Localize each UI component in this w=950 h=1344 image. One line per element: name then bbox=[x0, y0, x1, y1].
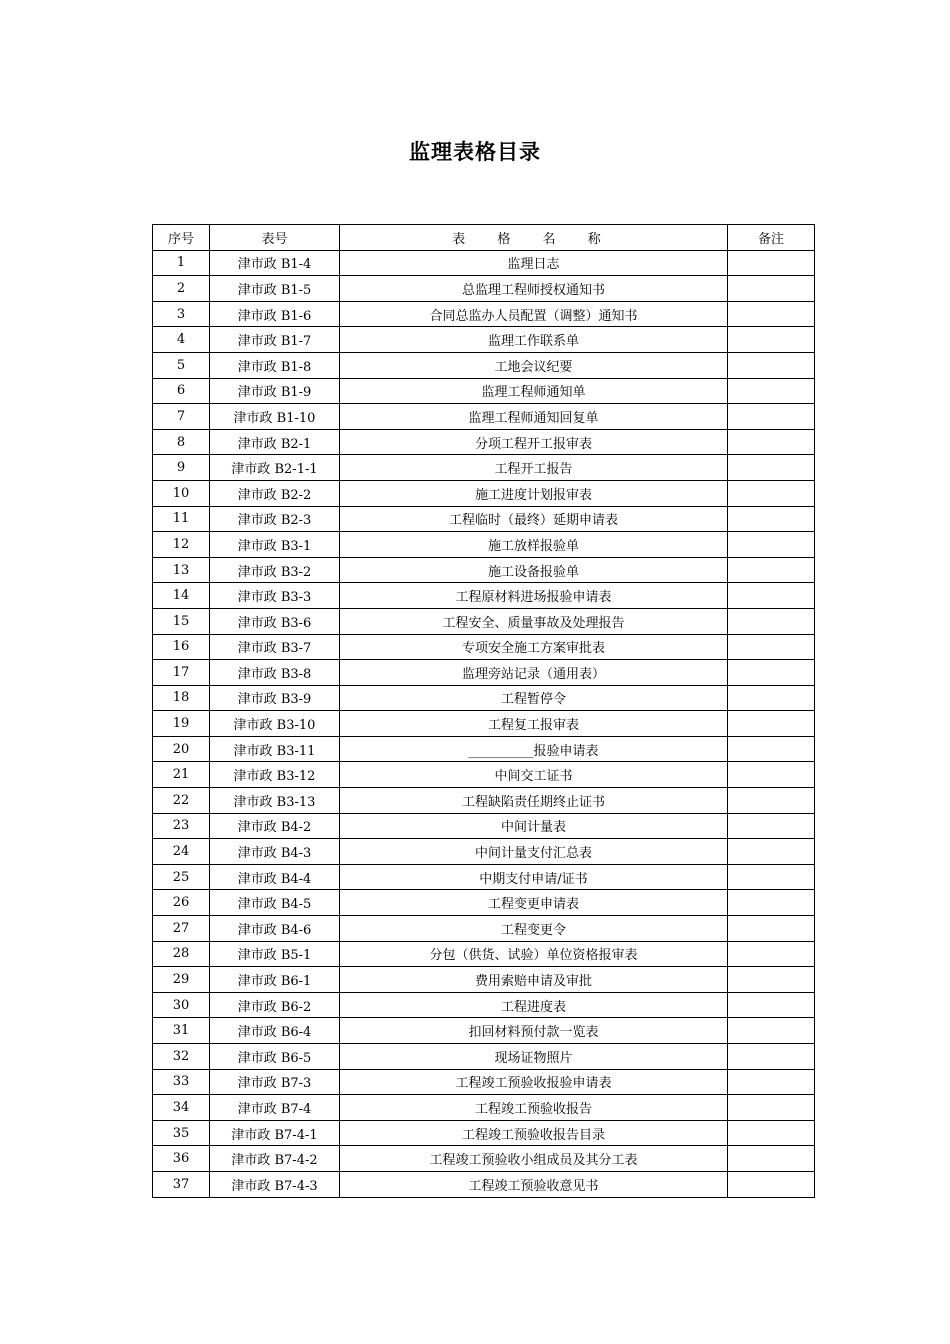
form-name: __________报验申请表 bbox=[340, 736, 728, 762]
form-name: 分项工程开工报审表 bbox=[340, 429, 728, 455]
form-code: 津市政 B5-1 bbox=[210, 941, 340, 967]
row-number: 25 bbox=[153, 864, 210, 890]
table-row bbox=[153, 916, 815, 942]
remark-cell bbox=[728, 941, 815, 967]
form-code: 津市政 B6-4 bbox=[210, 1018, 340, 1044]
table-row bbox=[153, 455, 815, 481]
form-code: 津市政 B3-2 bbox=[210, 557, 340, 583]
form-name: 工程缺陷责任期终止证书 bbox=[340, 788, 728, 814]
table-row bbox=[153, 378, 815, 404]
form-name: 工程复工报审表 bbox=[340, 711, 728, 737]
remark-cell bbox=[728, 992, 815, 1018]
table-row bbox=[153, 864, 815, 890]
row-number: 20 bbox=[153, 736, 210, 762]
header-code: 表号 bbox=[210, 225, 340, 251]
row-number: 6 bbox=[153, 378, 210, 404]
row-number: 27 bbox=[153, 916, 210, 942]
row-number: 37 bbox=[153, 1171, 210, 1197]
form-name: 中期支付申请/证书 bbox=[340, 864, 728, 890]
remark-cell bbox=[728, 301, 815, 327]
row-number: 33 bbox=[153, 1069, 210, 1095]
table-row bbox=[153, 506, 815, 532]
table-row bbox=[153, 250, 815, 276]
form-code: 津市政 B1-7 bbox=[210, 327, 340, 353]
row-number: 22 bbox=[153, 788, 210, 814]
table-row bbox=[153, 583, 815, 609]
remark-cell bbox=[728, 455, 815, 481]
form-name: 工程进度表 bbox=[340, 992, 728, 1018]
form-code: 津市政 B4-5 bbox=[210, 890, 340, 916]
form-name: 合同总监办人员配置（调整）通知书 bbox=[340, 301, 728, 327]
remark-cell bbox=[728, 864, 815, 890]
remark-cell bbox=[728, 788, 815, 814]
row-number: 13 bbox=[153, 557, 210, 583]
form-name: 扣回材料预付款一览表 bbox=[340, 1018, 728, 1044]
table-row bbox=[153, 1069, 815, 1095]
table-row bbox=[153, 890, 815, 916]
form-name: 施工进度计划报审表 bbox=[340, 480, 728, 506]
table-row bbox=[153, 1120, 815, 1146]
table-row bbox=[153, 685, 815, 711]
table-row bbox=[153, 1171, 815, 1197]
row-number: 14 bbox=[153, 583, 210, 609]
remark-cell bbox=[728, 634, 815, 660]
table-row bbox=[153, 1018, 815, 1044]
remark-cell bbox=[728, 916, 815, 942]
remark-cell bbox=[728, 608, 815, 634]
remark-cell bbox=[728, 1069, 815, 1095]
row-number: 23 bbox=[153, 813, 210, 839]
row-number: 29 bbox=[153, 967, 210, 993]
table-row bbox=[153, 1095, 815, 1121]
table-row bbox=[153, 992, 815, 1018]
row-number: 30 bbox=[153, 992, 210, 1018]
row-number: 3 bbox=[153, 301, 210, 327]
form-code: 津市政 B3-3 bbox=[210, 583, 340, 609]
form-code: 津市政 B1-10 bbox=[210, 404, 340, 430]
table-row bbox=[153, 736, 815, 762]
form-name: 费用索赔申请及审批 bbox=[340, 967, 728, 993]
table-row bbox=[153, 634, 815, 660]
row-number: 15 bbox=[153, 608, 210, 634]
remark-cell bbox=[728, 890, 815, 916]
remark-cell bbox=[728, 352, 815, 378]
remark-cell bbox=[728, 711, 815, 737]
form-name: 专项安全施工方案审批表 bbox=[340, 634, 728, 660]
document-title: 监理表格目录 bbox=[409, 140, 541, 164]
remark-cell bbox=[728, 1095, 815, 1121]
row-number: 36 bbox=[153, 1146, 210, 1172]
row-number: 34 bbox=[153, 1095, 210, 1121]
form-name: 中间计量表 bbox=[340, 813, 728, 839]
remark-cell bbox=[728, 1120, 815, 1146]
header-remark: 备注 bbox=[728, 225, 815, 251]
remark-cell bbox=[728, 1146, 815, 1172]
form-name: 工程变更申请表 bbox=[340, 890, 728, 916]
form-code: 津市政 B1-4 bbox=[210, 250, 340, 276]
form-code: 津市政 B3-8 bbox=[210, 660, 340, 686]
form-name: 监理工程师通知单 bbox=[340, 378, 728, 404]
remark-cell bbox=[728, 1044, 815, 1070]
form-name: 工程竣工预验收报验申请表 bbox=[340, 1069, 728, 1095]
form-code: 津市政 B7-4-2 bbox=[210, 1146, 340, 1172]
row-number: 19 bbox=[153, 711, 210, 737]
form-code: 津市政 B6-5 bbox=[210, 1044, 340, 1070]
remark-cell bbox=[728, 250, 815, 276]
remark-cell bbox=[728, 378, 815, 404]
remark-cell bbox=[728, 429, 815, 455]
remark-cell bbox=[728, 813, 815, 839]
form-code: 津市政 B6-1 bbox=[210, 967, 340, 993]
remark-cell bbox=[728, 276, 815, 302]
form-code: 津市政 B2-1 bbox=[210, 429, 340, 455]
catalog-table bbox=[152, 224, 815, 1198]
remark-cell bbox=[728, 327, 815, 353]
form-name: 工程竣工预验收报告 bbox=[340, 1095, 728, 1121]
form-code: 津市政 B3-11 bbox=[210, 736, 340, 762]
remark-cell bbox=[728, 404, 815, 430]
remark-cell bbox=[728, 1171, 815, 1197]
form-code: 津市政 B7-3 bbox=[210, 1069, 340, 1095]
table-row bbox=[153, 941, 815, 967]
table-row bbox=[153, 557, 815, 583]
form-code: 津市政 B4-2 bbox=[210, 813, 340, 839]
form-name: 监理旁站记录（通用表） bbox=[340, 660, 728, 686]
row-number: 12 bbox=[153, 532, 210, 558]
form-name: 施工放样报验单 bbox=[340, 532, 728, 558]
form-name: 现场证物照片 bbox=[340, 1044, 728, 1070]
form-code: 津市政 B7-4-1 bbox=[210, 1120, 340, 1146]
form-code: 津市政 B1-5 bbox=[210, 276, 340, 302]
table-row bbox=[153, 404, 815, 430]
table-header-row bbox=[153, 225, 815, 251]
form-name: 工程竣工预验收小组成员及其分工表 bbox=[340, 1146, 728, 1172]
form-name: 工程临时（最终）延期申请表 bbox=[340, 506, 728, 532]
form-name: 工程原材料进场报验申请表 bbox=[340, 583, 728, 609]
table-row bbox=[153, 1146, 815, 1172]
row-number: 4 bbox=[153, 327, 210, 353]
remark-cell bbox=[728, 660, 815, 686]
form-name: 中间计量支付汇总表 bbox=[340, 839, 728, 865]
form-name: 监理日志 bbox=[340, 250, 728, 276]
row-number: 31 bbox=[153, 1018, 210, 1044]
row-number: 2 bbox=[153, 276, 210, 302]
form-code: 津市政 B2-3 bbox=[210, 506, 340, 532]
table-row bbox=[153, 1044, 815, 1070]
form-name: 分包（供货、试验）单位资格报审表 bbox=[340, 941, 728, 967]
row-number: 16 bbox=[153, 634, 210, 660]
form-code: 津市政 B6-2 bbox=[210, 992, 340, 1018]
form-code: 津市政 B4-4 bbox=[210, 864, 340, 890]
remark-cell bbox=[728, 532, 815, 558]
form-name: 施工设备报验单 bbox=[340, 557, 728, 583]
form-name: 工程安全、质量事故及处理报告 bbox=[340, 608, 728, 634]
form-name: 中间交工证书 bbox=[340, 762, 728, 788]
form-name: 工程变更令 bbox=[340, 916, 728, 942]
header-no: 序号 bbox=[153, 225, 210, 251]
row-number: 28 bbox=[153, 941, 210, 967]
row-number: 35 bbox=[153, 1120, 210, 1146]
row-number: 10 bbox=[153, 480, 210, 506]
row-number: 26 bbox=[153, 890, 210, 916]
form-name: 工程开工报告 bbox=[340, 455, 728, 481]
remark-cell bbox=[728, 1018, 815, 1044]
table-row bbox=[153, 839, 815, 865]
remark-cell bbox=[728, 583, 815, 609]
row-number: 8 bbox=[153, 429, 210, 455]
row-number: 5 bbox=[153, 352, 210, 378]
form-name: 工地会议纪要 bbox=[340, 352, 728, 378]
table-row bbox=[153, 327, 815, 353]
table-body bbox=[153, 250, 815, 1197]
table-row bbox=[153, 711, 815, 737]
header-name: 表 格 名 称 bbox=[340, 225, 728, 251]
form-code: 津市政 B3-1 bbox=[210, 532, 340, 558]
form-name: 工程竣工预验收意见书 bbox=[340, 1171, 728, 1197]
row-number: 18 bbox=[153, 685, 210, 711]
form-name: 工程暂停令 bbox=[340, 685, 728, 711]
remark-cell bbox=[728, 557, 815, 583]
table-row bbox=[153, 352, 815, 378]
remark-cell bbox=[728, 762, 815, 788]
row-number: 9 bbox=[153, 455, 210, 481]
remark-cell bbox=[728, 685, 815, 711]
form-name: 工程竣工预验收报告目录 bbox=[340, 1120, 728, 1146]
remark-cell bbox=[728, 967, 815, 993]
table-row bbox=[153, 532, 815, 558]
row-number: 24 bbox=[153, 839, 210, 865]
form-code: 津市政 B3-10 bbox=[210, 711, 340, 737]
form-code: 津市政 B3-9 bbox=[210, 685, 340, 711]
form-code: 津市政 B1-6 bbox=[210, 301, 340, 327]
remark-cell bbox=[728, 506, 815, 532]
form-code: 津市政 B2-2 bbox=[210, 480, 340, 506]
table-row bbox=[153, 660, 815, 686]
form-name: 监理工程师通知回复单 bbox=[340, 404, 728, 430]
row-number: 17 bbox=[153, 660, 210, 686]
table-row bbox=[153, 967, 815, 993]
form-name: 监理工作联系单 bbox=[340, 327, 728, 353]
table-row bbox=[153, 608, 815, 634]
table-row bbox=[153, 813, 815, 839]
form-code: 津市政 B3-12 bbox=[210, 762, 340, 788]
form-code: 津市政 B7-4 bbox=[210, 1095, 340, 1121]
form-code: 津市政 B4-6 bbox=[210, 916, 340, 942]
table-row bbox=[153, 429, 815, 455]
remark-cell bbox=[728, 480, 815, 506]
table-row bbox=[153, 301, 815, 327]
row-number: 21 bbox=[153, 762, 210, 788]
row-number: 32 bbox=[153, 1044, 210, 1070]
row-number: 7 bbox=[153, 404, 210, 430]
remark-cell bbox=[728, 839, 815, 865]
table-row bbox=[153, 480, 815, 506]
form-code: 津市政 B1-9 bbox=[210, 378, 340, 404]
form-code: 津市政 B3-6 bbox=[210, 608, 340, 634]
table-row bbox=[153, 276, 815, 302]
row-number: 11 bbox=[153, 506, 210, 532]
form-name: 总监理工程师授权通知书 bbox=[340, 276, 728, 302]
table-row bbox=[153, 762, 815, 788]
form-code: 津市政 B7-4-3 bbox=[210, 1171, 340, 1197]
form-code: 津市政 B1-8 bbox=[210, 352, 340, 378]
form-code: 津市政 B2-1-1 bbox=[210, 455, 340, 481]
form-code: 津市政 B3-7 bbox=[210, 634, 340, 660]
table-row bbox=[153, 788, 815, 814]
form-code: 津市政 B3-13 bbox=[210, 788, 340, 814]
row-number: 1 bbox=[153, 250, 210, 276]
form-code: 津市政 B4-3 bbox=[210, 839, 340, 865]
remark-cell bbox=[728, 736, 815, 762]
